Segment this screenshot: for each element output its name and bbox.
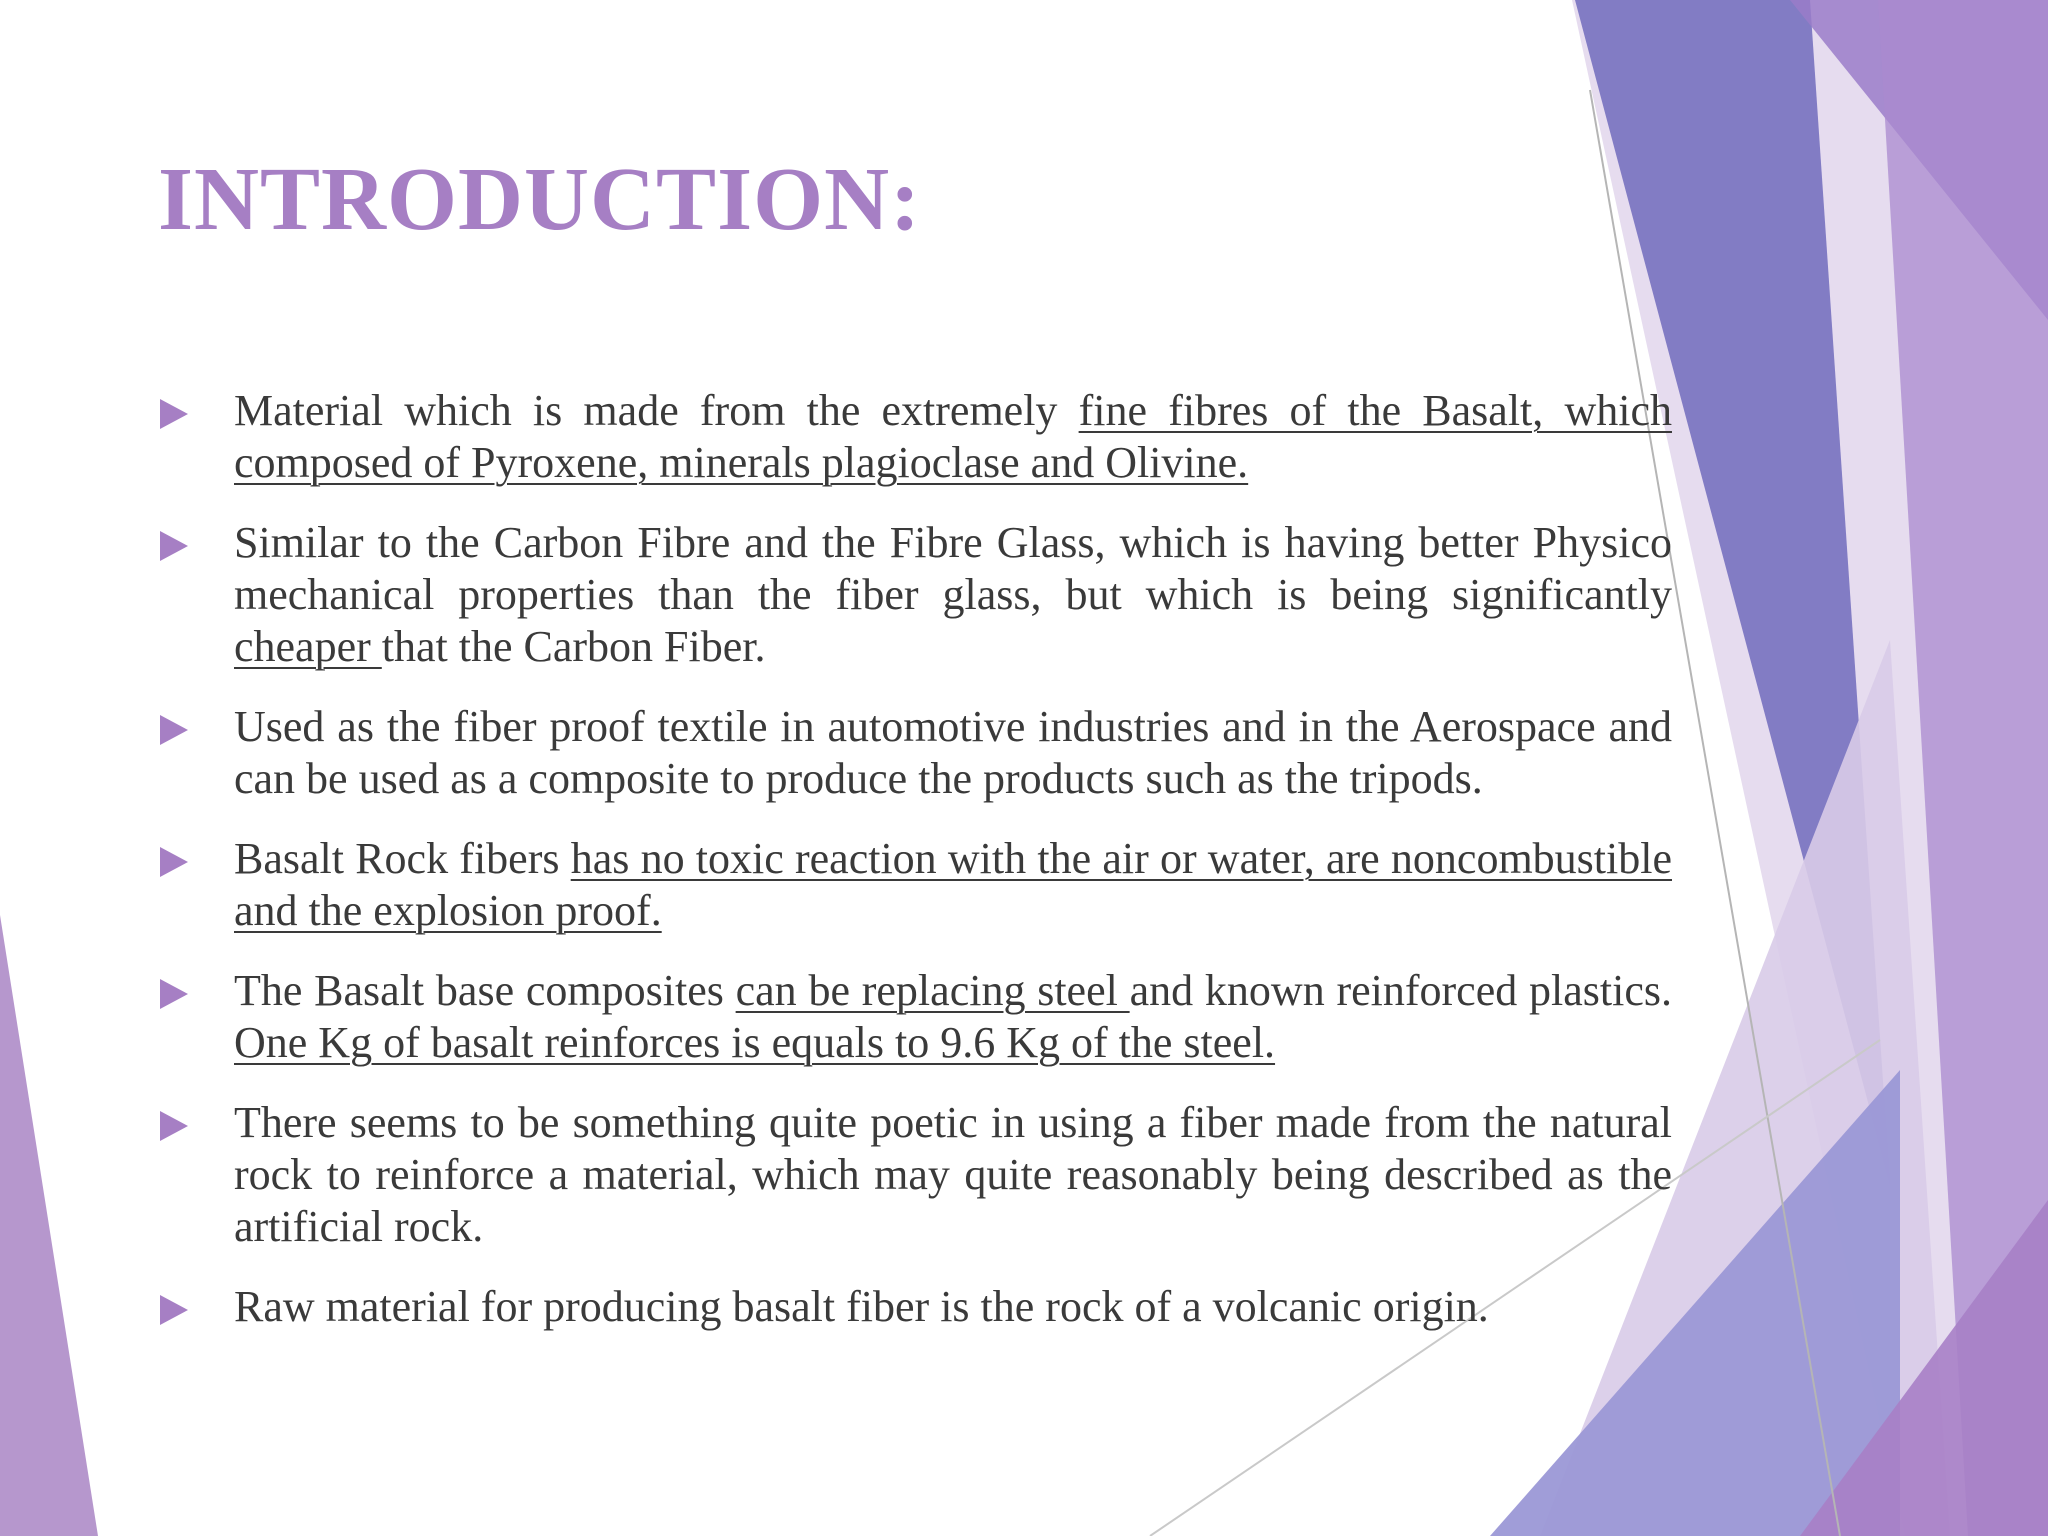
bullet-text (234, 518, 1672, 671)
bullet-item (158, 385, 1672, 489)
text-segment: Raw material for producing basalt fiber is the rock of a volcanic origin. (234, 1282, 1489, 1331)
bullet-item (158, 833, 1672, 937)
triangle-right-icon (160, 1111, 188, 1141)
text-segment: There seems to be something quite poetic in using a fiber made from the natural rock to reinforce a material, which may quite reasonably being described as the artificial rock. (234, 1098, 1672, 1251)
slide-title: INTRODUCTION: (158, 150, 922, 249)
bullet-list (158, 385, 1672, 1361)
bullet-text (234, 1282, 1489, 1331)
triangle-right-icon (160, 979, 188, 1009)
bullet-item (158, 1281, 1672, 1333)
triangle-right-icon (160, 847, 188, 877)
text-segment: The Basalt base composites (234, 966, 736, 1015)
text-segment: and known reinforced plastics. (1129, 966, 1672, 1015)
bullet-text (234, 834, 1672, 935)
underlined-text-segment: can be replacing steel (735, 966, 1130, 1015)
left-wedge-shape (0, 915, 98, 1536)
triangle-right-icon (160, 531, 188, 561)
text-segment: that the Carbon Fiber. (381, 622, 766, 671)
underlined-text-segment: cheaper (234, 622, 382, 671)
triangle-right-icon (160, 715, 188, 745)
underlined-text-segment: fine fibres of the Basalt, which composed of Pyroxene, minerals plagioclase and Olivine. (234, 386, 1672, 487)
underlined-text-segment: has no toxic reaction with the air or water, are noncombustible and the explosion proof. (234, 834, 1672, 935)
text-segment: Similar to the Carbon Fibre and the Fibre Glass, which is having better Physico mechanical properties than the fiber glass, but which is being significantly (234, 518, 1672, 619)
bullet-text (234, 966, 1672, 1067)
triangle-right-icon (160, 1295, 188, 1325)
text-segment: Basalt Rock fibers (234, 834, 571, 883)
bullet-item (158, 701, 1672, 805)
text-segment: Material which is made from the extremely (234, 386, 1079, 435)
bullet-item (158, 517, 1672, 673)
bullet-text (234, 1098, 1672, 1251)
bullet-text (234, 386, 1672, 487)
bullet-item (158, 965, 1672, 1069)
underlined-text-segment: One Kg of basalt reinforces is equals to 9.6 Kg of the steel. (234, 1018, 1276, 1067)
triangle-right-icon (160, 399, 188, 429)
bullet-text (234, 702, 1672, 803)
bullet-item (158, 1097, 1672, 1253)
text-segment: Used as the fiber proof textile in automotive industries and in the Aerospace and can be used as a composite to produce the products such as the tripods. (234, 702, 1672, 803)
